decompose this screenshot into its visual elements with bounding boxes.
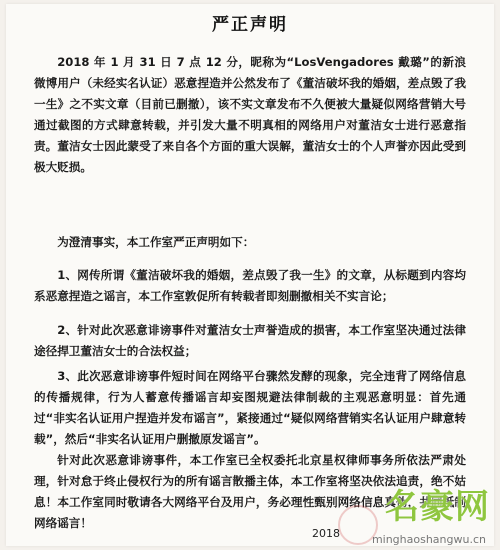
watermark-brand: 名豪网 xyxy=(385,487,490,527)
paragraph-declaration-intro: 为澄清事实，本工作室严正声明如下： xyxy=(57,235,255,249)
paragraph-incident: 2018 年 1 月 31 日 7 点 12 分，昵称为“LosVengadores 戴璐”的新浪微博用户（未经实名认证）恶意捏造并公然发布了《董洁破坏我的婚姻，差点毁了我一生》之不实文章（目前已删撤），该不实文章发布不久便被大量疑似网络营销大号通过截图的方式肆意转载，并引发大量不明真相的网络用户对董洁女士进行恶意指责。董洁女士因此蒙受了来自各个方面的重大误解，董洁女士的个人声誉亦因此受到极大贬损。 xyxy=(34,55,466,174)
paragraph-point-2: 2、针对此次恶意诽谤事件对董洁女士声誉造成的损害，本工作室坚决通过法律途径捍卫董洁女士的合法权益； xyxy=(34,323,466,358)
document-title: 严正声明 xyxy=(212,15,288,35)
date-fragment: 2018 xyxy=(312,527,340,540)
paragraph-point-3: 3、此次恶意诽谤事件短时间在网络平台骤然发酵的现象，完全违背了网络信息的传播规律，行为人蓄意传播谣言却妄图规避法律制裁的主观恶意明显：首先通过“非实名认证用户捏造并发布谣言”，紧接通过“疑似网络营销实名认证用户肆意转载”，然后“非实名认证用户删撤原发谣言”。 xyxy=(34,369,466,446)
watermark-url: minghaoshangwu.cn xyxy=(371,533,486,546)
paragraph-point-1: 1、网传所谓《董洁破坏我的婚姻，差点毁了我一生》的文章，从标题到内容均系恶意捏造之谣言，本工作室敦促所有转载者即刻删撤相关不实言论； xyxy=(34,268,466,303)
paragraph-closing: 针对此次恶意诽谤事件，本工作室已全权委托北京星权律师事务所依法严肃处理，针对怠于终止侵权行为的所有谣言散播主体，本工作室将坚决依法追责，绝不姑息！本工作室同时敬请各大网络平台及用户，务必理性甄别网络信息真伪，共同抵制网络谣言！ xyxy=(34,453,466,530)
